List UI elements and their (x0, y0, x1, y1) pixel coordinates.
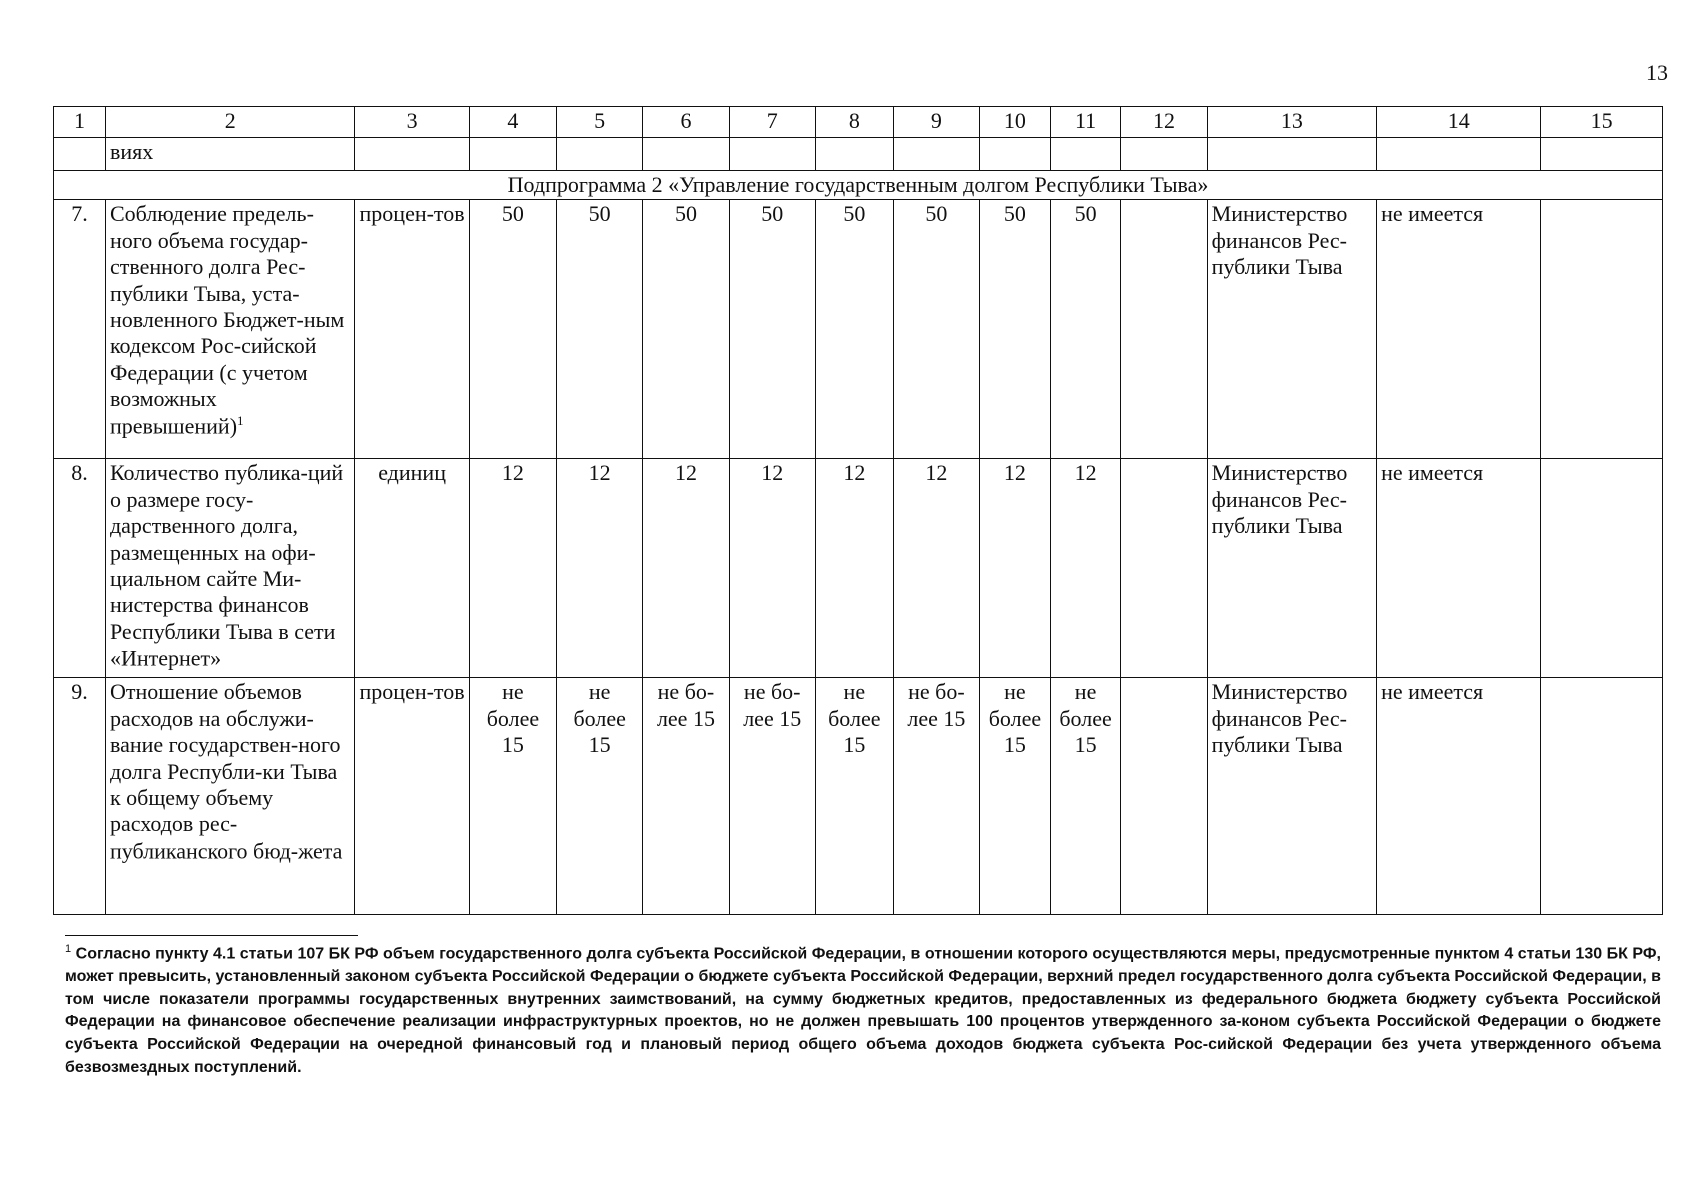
value-cell: 12 (893, 459, 979, 678)
footnote (65, 942, 1661, 1080)
table-cell (469, 138, 556, 171)
col15-cell (1541, 200, 1663, 459)
table-cell (815, 138, 893, 171)
table-cell (643, 138, 729, 171)
indicator-name: Количество публика-ций о размере госу-дарственного долга, размещенных на офи-циальном сайте Ми-нистерства финансов Республики Тыва в сети «Интернет» (105, 459, 354, 678)
footnote-divider (65, 935, 358, 936)
column-number: 6 (643, 107, 729, 138)
responsible-executor: Министерство финансов Рес-публики Тыва (1207, 678, 1376, 915)
value-cell: 12 (643, 459, 729, 678)
subprogram-row (54, 171, 1663, 200)
value-cell: 12 (469, 459, 556, 678)
value-cell: 50 (893, 200, 979, 459)
footnote-marker: 1 (65, 943, 72, 955)
table-cell (729, 138, 815, 171)
indicator-name: Соблюдение предель-ного объема государ-ственного долга Рес-публики Тыва, уста-новленного Бюджет-ным кодексом Рос-сийской Федерации (с учетом возможных превышений)$^1$ (105, 200, 354, 459)
value-cell (1121, 459, 1207, 678)
value-cell: не более 15 (1050, 678, 1121, 915)
value-cell: 50 (815, 200, 893, 459)
column-number: 15 (1541, 107, 1663, 138)
responsible-executor: Министерство финансов Рес-публики Тыва (1207, 459, 1376, 678)
table-cell (980, 138, 1051, 171)
indicators-table (53, 106, 1663, 915)
responsible-executor: Министерство финансов Рес-публики Тыва (1207, 200, 1376, 459)
table-cell (54, 138, 106, 171)
column-number: 14 (1377, 107, 1541, 138)
unit: единиц (355, 459, 469, 678)
col14-cell: не имеется (1377, 459, 1541, 678)
value-cell: 50 (1050, 200, 1121, 459)
value-cell: не бо-лее 15 (729, 678, 815, 915)
column-number: 4 (469, 107, 556, 138)
column-number: 9 (893, 107, 979, 138)
value-cell: 50 (729, 200, 815, 459)
value-cell: 12 (980, 459, 1051, 678)
footnote-ref: 1 (237, 412, 244, 428)
footnote-text: Согласно пункту 4.1 статьи 107 БК РФ объем государственного долга субъекта Российской Федерации, в отношении которого осуществляются меры, предусмотренные пунктом 4 статьи 130 БК РФ, может превысить, установленный законом субъекта Российской Федерации о бюджете субъекта Российской Федерации, верхний предел государственного долга субъекта Российской Федерации, в том числе показатели программы государственных внутренних заимствований, на сумму бюджетных кредитов, предоставленных из федерального бюджета бюджету субъекта Российской Федерации на финансовое обеспечение реализации инфраструктурных проектов, но не должен превышать 100 процентов утвержденного за-коном субъекта Российской Федерации о бюджете субъекта Российской Федерации на очередной финансовый год и плановый период общего объема доходов бюджета субъекта Рос-сийской Федерации без учета утвержденного объема безвозмездных поступлений. (65, 945, 1661, 1076)
value-cell: 12 (1050, 459, 1121, 678)
table-row (54, 678, 1663, 915)
table-cell (355, 138, 469, 171)
row-number: 7. (54, 200, 106, 459)
column-number: 13 (1207, 107, 1376, 138)
table-cell (1377, 138, 1541, 171)
row-number: 9. (54, 678, 106, 915)
indicator-name: Отношение объемов расходов на обслужи-вание государствен-ного долга Республи-ки Тыва к общему объему расходов рес-публиканского бюд-жета (105, 678, 354, 915)
table-cell (1207, 138, 1376, 171)
column-number: 7 (729, 107, 815, 138)
continuation-text: виях (105, 138, 354, 171)
value-cell: не бо-лее 15 (893, 678, 979, 915)
column-number-row (54, 107, 1663, 138)
column-number: 2 (105, 107, 354, 138)
page-number: 13 (1646, 60, 1668, 85)
value-cell (1121, 678, 1207, 915)
column-number: 10 (980, 107, 1051, 138)
table-cell (557, 138, 643, 171)
value-cell: не более 15 (980, 678, 1051, 915)
table-row (54, 459, 1663, 678)
column-number: 3 (355, 107, 469, 138)
value-cell: 12 (815, 459, 893, 678)
col15-cell (1541, 459, 1663, 678)
subprogram-title: Подпрограмма 2 «Управление государственным долгом Республики Тыва» (54, 171, 1663, 200)
col14-cell: не имеется (1377, 678, 1541, 915)
unit: процен-тов (355, 200, 469, 459)
value-cell (1121, 200, 1207, 459)
value-cell: 50 (469, 200, 556, 459)
table-cell (1050, 138, 1121, 171)
value-cell: 50 (980, 200, 1051, 459)
row-number: 8. (54, 459, 106, 678)
table-cell (893, 138, 979, 171)
value-cell: 12 (729, 459, 815, 678)
column-number: 12 (1121, 107, 1207, 138)
table-cell (1121, 138, 1207, 171)
value-cell: 50 (643, 200, 729, 459)
column-number: 8 (815, 107, 893, 138)
table-row (54, 200, 1663, 459)
value-cell: 12 (557, 459, 643, 678)
value-cell: не бо-лее 15 (643, 678, 729, 915)
unit: процен-тов (355, 678, 469, 915)
column-number: 11 (1050, 107, 1121, 138)
col14-cell: не имеется (1377, 200, 1541, 459)
col15-cell (1541, 678, 1663, 915)
value-cell: не более 15 (815, 678, 893, 915)
value-cell: не более 15 (557, 678, 643, 915)
value-cell: не более 15 (469, 678, 556, 915)
column-number: 5 (557, 107, 643, 138)
continuation-row (54, 138, 1663, 171)
value-cell: 50 (557, 200, 643, 459)
table-cell (1541, 138, 1663, 171)
column-number: 1 (54, 107, 106, 138)
